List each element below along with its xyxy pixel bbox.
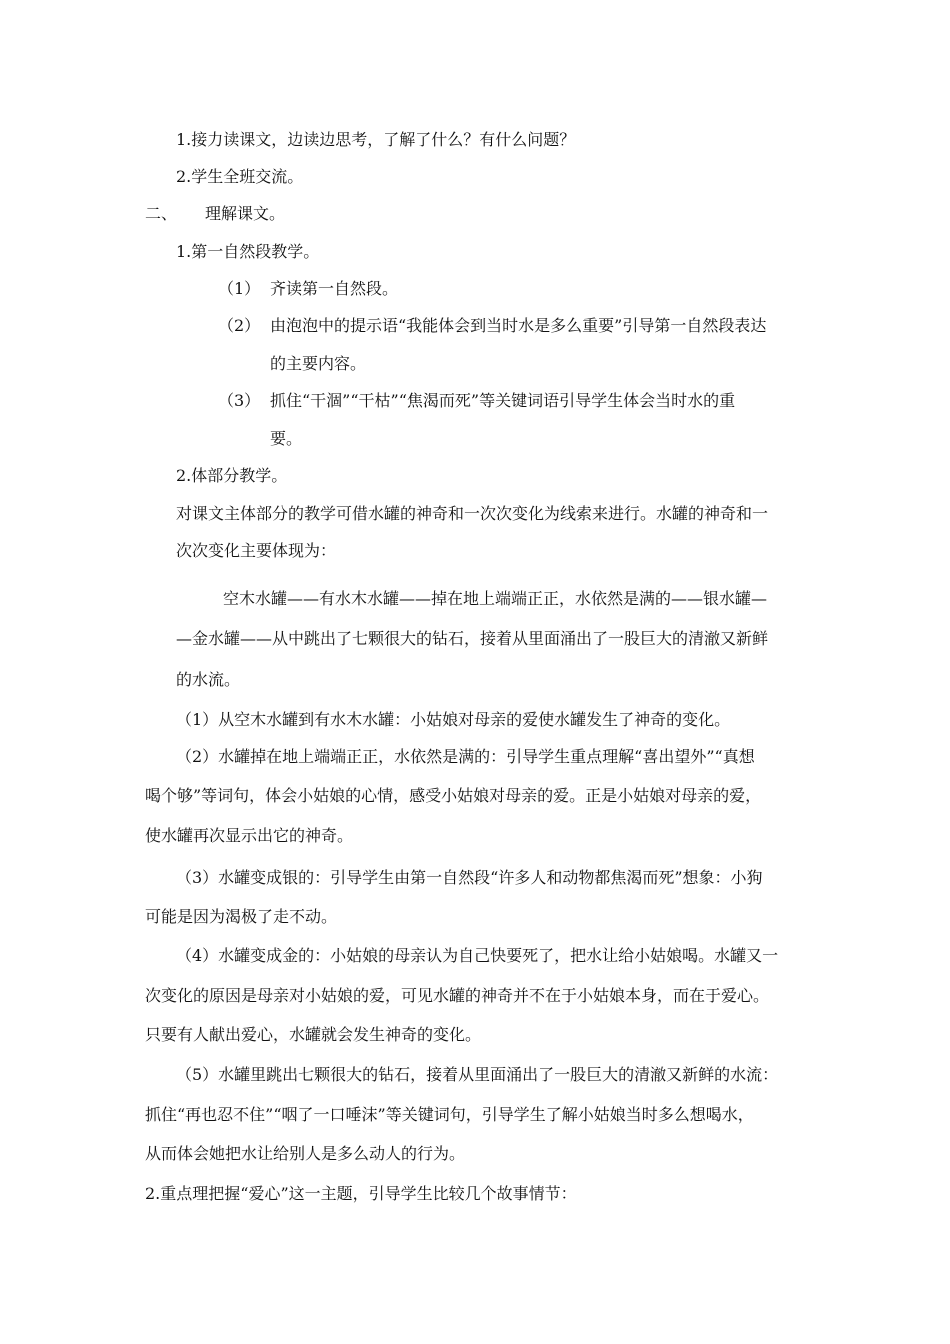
intro-paragraph-line: 次次变化主要体现为： [176, 541, 337, 560]
item-2-text-line: 由泡泡中的提示语“我能体会到当时水是多么重要”引导第一自然段表达 [270, 316, 767, 335]
closing-step-line: 2.重点理把握“爱心”这一主题，引导学生比较几个故事情节： [145, 1184, 577, 1203]
chain-paragraph-line: —金水罐——从中跳出了七颗很大的钻石，接着从里面涌出了一股巨大的清澈又新鲜 [176, 629, 769, 648]
subsection-1-title: 1.第一自然段教学。 [176, 242, 320, 261]
item-3-text-line: 抓住“干涸”“干枯”“焦渴而死”等关键词语引导学生体会当时水的重 [270, 391, 736, 410]
analysis-2-line: （2）水罐掉在地上端端正正，水依然是满的：引导学生重点理解“喜出望外”“真想 [176, 747, 755, 766]
item-3-number: （3） [218, 391, 261, 410]
analysis-5-line: 从而体会她把水让给别人是多么动人的行为。 [145, 1144, 466, 1163]
analysis-2-line: 使水罐再次显示出它的神奇。 [145, 826, 354, 845]
analysis-3-line: （3）水罐变成银的：引导学生由第一自然段“许多人和动物都焦渴而死”想象：小狗 [176, 868, 763, 887]
analysis-2-line: 喝个够”等词句，体会小姑娘的心情，感受小姑娘对母亲的爱。正是小姑娘对母亲的爱， [145, 786, 762, 805]
section-title: 理解课文。 [205, 204, 286, 223]
analysis-1-line: （1）从空木水罐到有水木水罐：小姑娘对母亲的爱使水罐发生了神奇的变化。 [176, 710, 731, 729]
item-3-text-line: 要。 [270, 429, 303, 448]
analysis-5-line: （5）水罐里跳出七颗很大的钻石，接着从里面涌出了一股巨大的清澈又新鲜的水流： [176, 1065, 779, 1084]
section-number: 二、 [145, 204, 178, 223]
step-1-line: 1.接力读课文，边读边思考，了解了什么？有什么问题？ [176, 130, 576, 149]
item-1-number: （1） [218, 279, 261, 298]
analysis-5-line: 抓住“再也忍不住”“咽了一口唾沫”等关键词句，引导学生了解小姑娘当时多么想喝水， [145, 1105, 754, 1124]
analysis-4-line: 只要有人献出爱心，水罐就会发生神奇的变化。 [145, 1025, 482, 1044]
chain-paragraph-line: 空木水罐——有水木水罐——掉在地上端端正正，水依然是满的——银水罐— [223, 589, 768, 608]
analysis-4-line: 次变化的原因是母亲对小姑娘的爱，可见水罐的神奇并不在于小姑娘本身，而在于爱心。 [145, 986, 770, 1005]
item-1-text: 齐读第一自然段。 [270, 279, 399, 298]
chain-paragraph-line: 的水流。 [176, 670, 241, 689]
item-2-number: （2） [218, 316, 261, 335]
step-2-line: 2.学生全班交流。 [176, 167, 304, 186]
analysis-3-line: 可能是因为渴极了走不动。 [145, 907, 338, 926]
intro-paragraph-line: 对课文主体部分的教学可借水罐的神奇和一次次变化为线索来进行。水罐的神奇和一 [176, 504, 769, 523]
subsection-2-title: 2.体部分教学。 [176, 466, 288, 485]
analysis-4-line: （4）水罐变成金的：小姑娘的母亲认为自己快要死了，把水让给小姑娘喝。水罐又一 [176, 946, 779, 965]
item-2-text-line: 的主要内容。 [270, 354, 367, 373]
